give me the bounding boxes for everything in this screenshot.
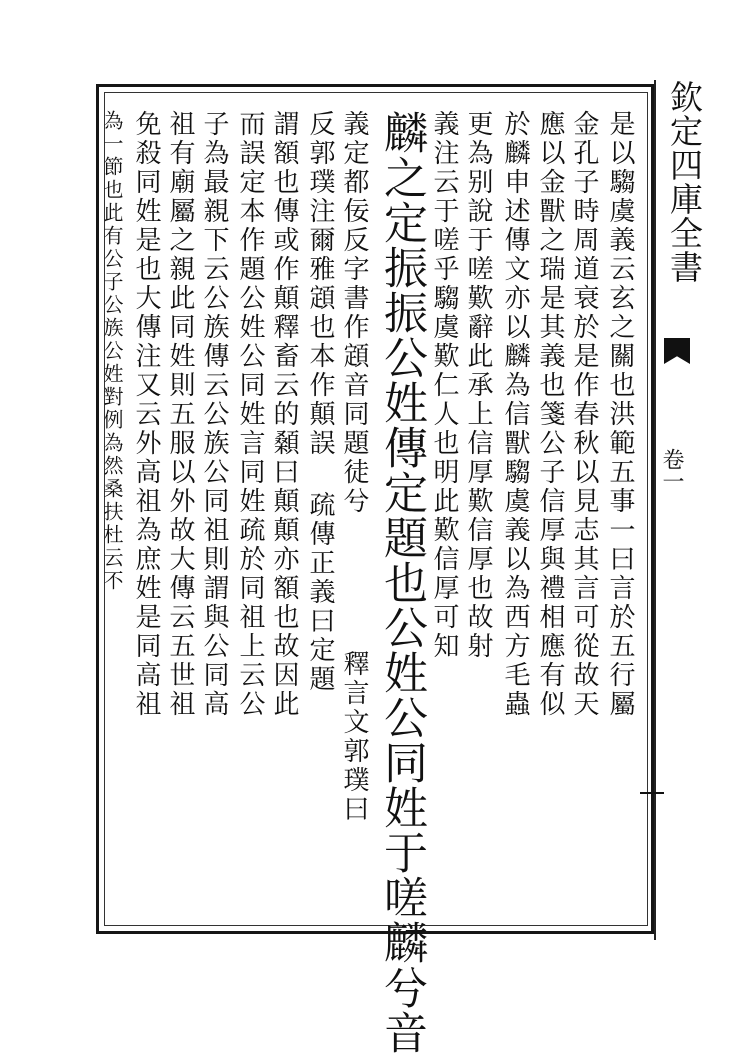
text-column-6: 義注云于嗟乎騶虞歎仁人也明此歎信厚可知 [429,110,459,661]
fish-tail-mark-icon [664,338,690,364]
text-column-10: 謂額也傳或作顛釋畜云的顙曰顛顛亦額也故因此 [269,110,299,719]
text-column-1: 是以騶虞義云玄之關也洪範五事一曰言於五行屬 [605,110,635,719]
text-column-8: 義定都佞反字書作顁音同題徒兮 [339,110,369,516]
main-text-column: 麟之定振振公姓傳定題也公姓公同姓于嗟麟兮音 [376,110,427,1055]
text-column-2: 金孔子時周道衰於是作春秋以見志其言可從故天 [569,110,599,719]
text-column-5: 更為别說于嗟歎辭此承上信厚歎信厚也故射 [463,110,493,661]
text-column-13: 祖有廟屬之親此同姓則五服以外故大傳云五世祖 [165,110,195,719]
text-column-4: 於麟申述傳文亦以麟為信獸騶虞義以為西方毛蟲 [500,110,530,719]
margin-tick [640,792,664,794]
text-column-14: 免殺同姓是也大傳注又云外高祖為庶姓是同高祖 [131,110,161,719]
text-column-9: 反郭璞注爾雅顁也本作顛誤 疏傳正義曰定題 [305,110,335,694]
text-column-12: 子為最親下云公族傳云公族公同祖則謂與公同高 [199,110,229,719]
text-column-15: 為一節也此有公子公族公姓對例為然桑扶杜云不 [100,110,124,593]
text-column-11: 而誤定本作題公姓公同姓言同姓疏於同祖上云公 [235,110,265,719]
margin-rule [654,80,656,940]
volume-label: 卷一 [659,448,684,492]
text-column-9b: 釋言文郭璞曰 [339,650,369,824]
text-column-3: 應以金獸之瑞是其義也箋公子信厚與禮相應有似 [535,110,565,719]
library-title: 欽定四庫全書 [665,80,704,284]
